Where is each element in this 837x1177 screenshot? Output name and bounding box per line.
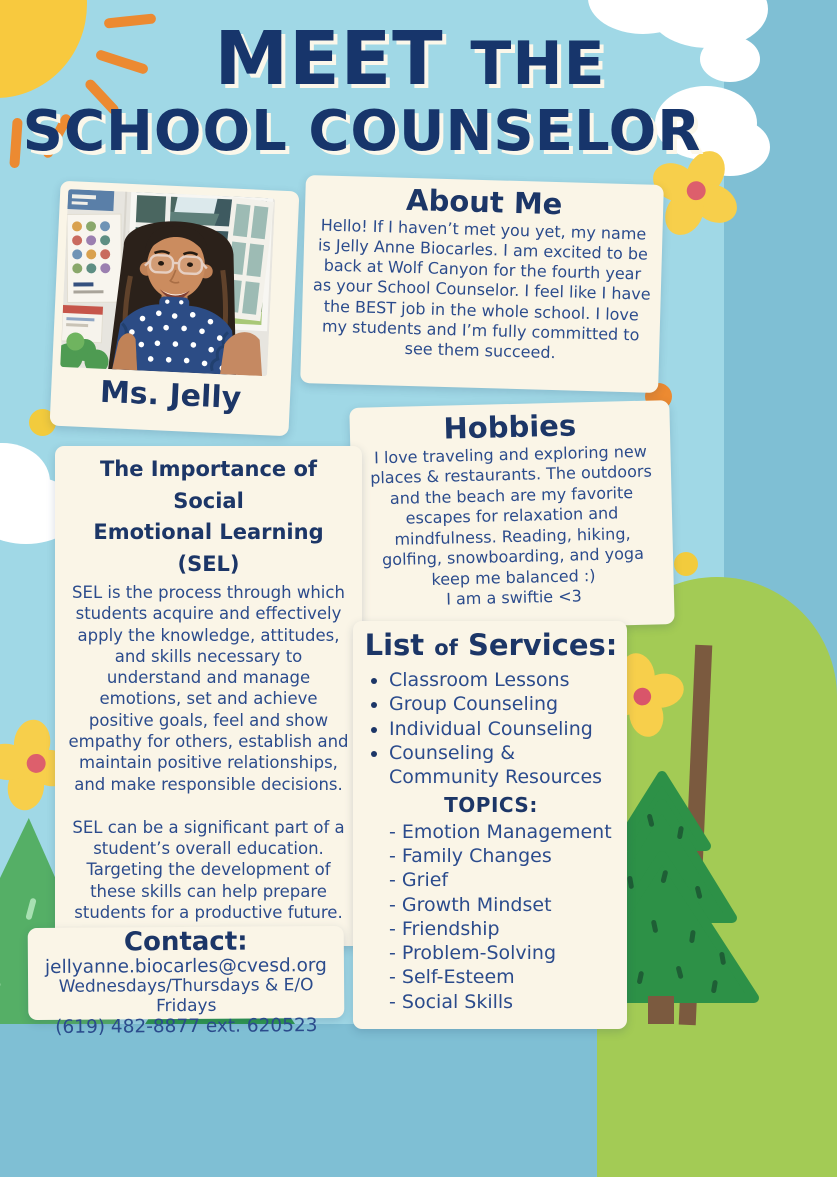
page-title-line2: SCHOOL COUNSELOR bbox=[22, 99, 702, 164]
topic-item: - Growth Mindset bbox=[389, 893, 619, 917]
page-title-line1 bbox=[0, 16, 772, 102]
leaf-mark-icon bbox=[0, 968, 1, 989]
sel-card bbox=[55, 446, 362, 946]
hobbies-tagline: I am a swiftie <3 bbox=[445, 586, 583, 609]
topic-item: - Grief bbox=[389, 868, 619, 892]
hobbies-body: I love traveling and exploring new places & restaurants. The outdoors and the beach are my favorite escapes for relaxation and mindfulness. Reading, hiking, golfing, snowboarding, and yoga keep me balanced :) bbox=[369, 441, 653, 589]
sel-paragraph-1: SEL is the process through which students acquire and effectively apply the knowledge, attitudes, and skills necessary to understand and manage emotions, set and achieve positive goals, feel and show empathy for others, establish and maintain positive relationships, and make responsible decisions. bbox=[68, 583, 349, 794]
services-card bbox=[353, 621, 627, 1029]
title-word-meet: MEET bbox=[214, 16, 444, 102]
contact-phone: (619) 482-8877 ext. 620523 bbox=[55, 1015, 318, 1039]
services-title: List of Services: bbox=[364, 628, 618, 662]
topic-item: - Emotion Management bbox=[389, 820, 619, 844]
leaf-mark-icon bbox=[25, 898, 36, 921]
contact-schedule: Wednesdays/Thursdays & E/O Fridays bbox=[58, 975, 314, 1017]
title-word-the: THE bbox=[470, 29, 606, 99]
sel-title-line1: The Importance of Social bbox=[99, 457, 318, 513]
topic-item: - Friendship bbox=[389, 917, 619, 941]
about-me-card bbox=[300, 175, 664, 393]
sel-title-line2: Emotional Learning (SEL) bbox=[93, 520, 324, 576]
topic-item: - Problem-Solving bbox=[389, 941, 619, 965]
hobbies-title: Hobbies bbox=[443, 408, 577, 446]
counselor-photo-card bbox=[50, 181, 300, 437]
sel-paragraph-2: SEL can be a significant part of a student’s overall education. Targeting the development of these skills can help prepare students for a productive future. bbox=[72, 817, 345, 922]
service-item: • Group Counseling bbox=[389, 692, 619, 716]
about-me-title: About Me bbox=[405, 182, 563, 222]
service-item: • Individual Counseling bbox=[389, 717, 619, 741]
topics-list bbox=[363, 820, 619, 1015]
topics-title: TOPICS: bbox=[444, 792, 538, 817]
about-me-body: Hello! If I haven’t met you yet, my name is Jelly Anne Biocarles. I am excited to be back at Wolf Canyon for the fourth year as your School Counselor. I feel like I have the BEST job in the whole school. I love my students and I’m fully committed to see them succeed. bbox=[312, 215, 651, 363]
topic-item: - Social Skills bbox=[389, 990, 619, 1014]
contact-title: Contact: bbox=[123, 926, 248, 958]
hobbies-card bbox=[349, 400, 674, 632]
contact-email: jellyanne.biocarles@cvesd.org bbox=[44, 955, 327, 978]
contact-card bbox=[28, 926, 345, 1039]
photo-caption: Ms. Jelly bbox=[99, 374, 242, 417]
services-list bbox=[363, 668, 619, 790]
yellow-dot-icon bbox=[674, 552, 698, 576]
topic-item: - Self-Esteem bbox=[389, 965, 619, 989]
service-item: • Classroom Lessons bbox=[389, 668, 619, 692]
topic-item: - Family Changes bbox=[389, 844, 619, 868]
counselor-photo bbox=[60, 189, 275, 376]
service-item: • Counseling & Community Resources bbox=[389, 741, 619, 790]
